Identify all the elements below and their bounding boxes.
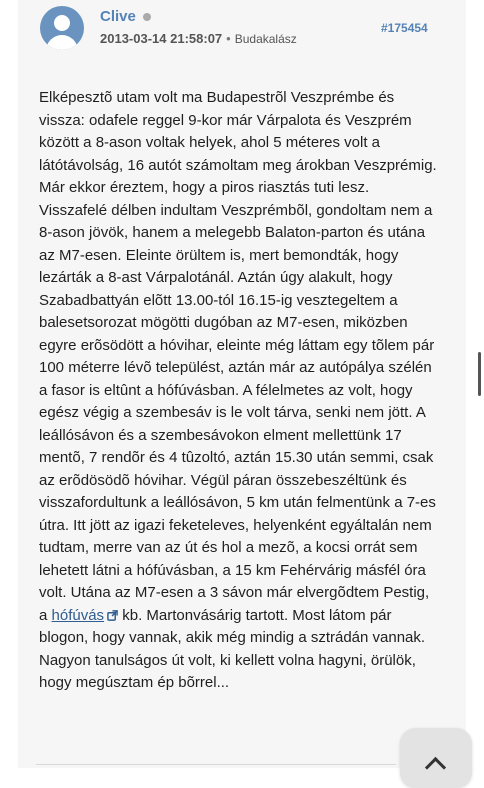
post-body [39, 87, 441, 695]
scroll-to-top-button[interactable] [400, 728, 472, 788]
page-scrollbar[interactable] [478, 352, 481, 396]
post-date: 2013-03-14 21:58:07 [100, 31, 223, 46]
avatar-head-shape [54, 15, 70, 31]
post-paragraph-2-end: kb. Martonvásárig tartott. Most látom pár blogon, hogy vannak, akik még mindig a sztrádán vannak. Nagyon tanulságos út volt, ki kellett volna hagyni, örülök, hogy megúsztam ép bõrrel... [39, 606, 426, 691]
status-dot-icon [143, 13, 151, 21]
post-paragraph-2 [39, 200, 441, 695]
user-avatar[interactable] [40, 6, 84, 50]
post-id-link[interactable]: #175454 [381, 21, 428, 35]
meta-separator: • [226, 31, 231, 46]
post-paragraph-2-start: Visszafelé délben indultam Veszprémbõl, gondoltam nem a 8-ason jövök, hanem a melegebb Balaton-parton és utána az M7-esen. Eleinte örültem is, mert bemondták, hogy lezárták a 8-ast Várpalotánál. Aztán úgy alakult, hogy Szabadbattyán elõtt 13.00-tól 16.15-ig vesztegeltem a balesetsorozat mögötti dugóban az M7-esen, miközben egyre erõsödött a hóvihar, eleinte még láttam egy tõlem pár 100 méterre lévõ települést, aztán már az autópálya szélén a fasor is eltûnt a hófúvásban. A félelmetes az volt, hogy egész végig a szembesáv is le volt tárva, senki nem jött. A leállósávon és a szembesávokon elment mellettünk 17 mentõ, 7 rendõr és 4 tûzoltó, aztán 15.30 után semmi, csak az erõdösödõ hóvihar. Végül páran összebeszéltünk és visszafordultunk a leállósávon, 5 km után felmentünk a 7-es útra. Itt jött az igazi feketeleves, helyenként egyáltalán nem tudtam, merre van az út és hol a mezõ, a kocsi orrát sem lehetett látni a hófúvásban, a 15 km Fehérvárig másfél óra volt. Utána az M7-esen a 3 sávon már elvergõdtem Pestig, a [39, 201, 436, 624]
post-paragraph-1: Elképesztõ utam volt ma Budapestrõl Veszprémbe és vissza: odafele reggel 9-kor már Várpalota és Veszprém között a 8-ason voltak helyek, ahol 5 méteres volt a látótávolság, 16 autót számoltam meg árokban Veszprémig. Már ekkor éreztem, hogy a piros riasztás tuti lesz. [39, 89, 437, 196]
avatar-body-shape [46, 35, 78, 50]
hofuvas-link[interactable] [52, 607, 119, 624]
post-location: Budakalász [234, 32, 297, 46]
post-divider [36, 764, 396, 765]
post-author-link[interactable]: Clive [100, 8, 136, 25]
external-link-icon [107, 610, 118, 621]
hofuvas-link-label[interactable]: hófúvás [51, 606, 105, 624]
post-meta [100, 31, 297, 46]
